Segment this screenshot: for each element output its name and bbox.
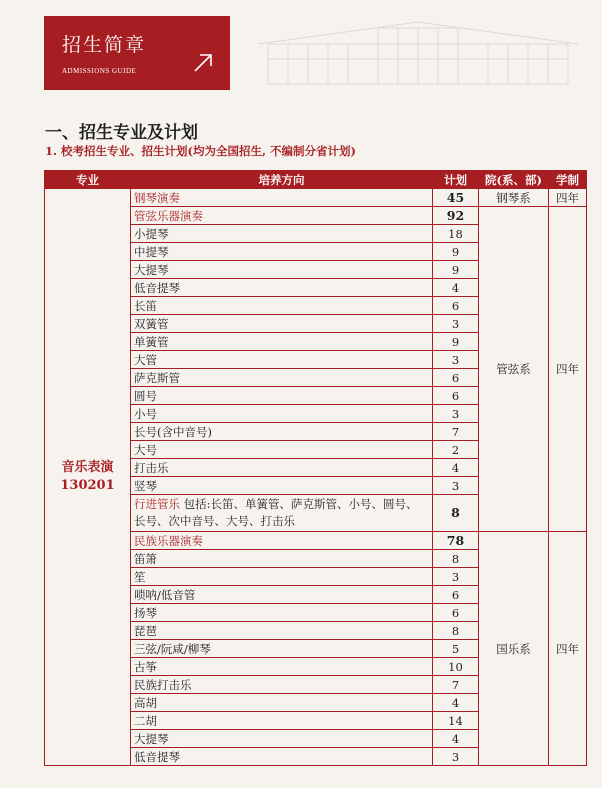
major-cell xyxy=(45,189,131,766)
section-subtitle: 1. 校考招生专业、招生计划(均为全国招生, 不编制分省计划) xyxy=(45,144,356,158)
header-direction: 培养方向 xyxy=(131,171,433,189)
plan-cell: 7 xyxy=(433,423,479,441)
plan-cell: 9 xyxy=(433,243,479,261)
direction-cell: 扬琴 xyxy=(131,604,433,622)
direction-cell: 笛箫 xyxy=(131,550,433,568)
direction-cell: 小号 xyxy=(131,405,433,423)
direction-cell: 大提琴 xyxy=(131,261,433,279)
direction-cell: 低音提琴 xyxy=(131,748,433,766)
direction-label: 行进管乐 xyxy=(134,497,180,511)
direction-cell: 高胡 xyxy=(131,694,433,712)
plan-cell: 6 xyxy=(433,297,479,315)
direction-note: 包括:长笛、单簧管、萨克斯管、小号、圆号、长号、次中音号、大号、打击乐 xyxy=(134,497,418,528)
plan-cell: 4 xyxy=(433,459,479,477)
plan-cell: 4 xyxy=(433,694,479,712)
direction-cell: 单簧管 xyxy=(131,333,433,351)
direction-cell: 双簧管 xyxy=(131,315,433,333)
header-major: 专业 xyxy=(45,171,131,189)
major-name: 音乐表演 xyxy=(61,460,114,475)
direction-cell: 钢琴演奏 xyxy=(131,189,433,207)
building-illustration xyxy=(258,14,578,86)
direction-cell: 中提琴 xyxy=(131,243,433,261)
plan-cell: 6 xyxy=(433,604,479,622)
duration-cell: 四年 xyxy=(549,207,587,532)
plan-cell: 14 xyxy=(433,712,479,730)
section-title: 一、招生专业及计划 xyxy=(45,123,198,143)
plan-cell: 6 xyxy=(433,586,479,604)
plan-cell: 5 xyxy=(433,640,479,658)
plan-cell: 92 xyxy=(433,207,479,225)
plan-cell: 3 xyxy=(433,351,479,369)
header-duration: 学制 xyxy=(549,171,587,189)
direction-cell: 三弦/阮咸/柳琴 xyxy=(131,640,433,658)
direction-cell: 小提琴 xyxy=(131,225,433,243)
direction-cell: 萨克斯管 xyxy=(131,369,433,387)
direction-cell: 竖琴 xyxy=(131,477,433,495)
direction-cell: 大提琴 xyxy=(131,730,433,748)
direction-cell: 圆号 xyxy=(131,387,433,405)
plan-cell: 2 xyxy=(433,441,479,459)
plan-cell: 18 xyxy=(433,225,479,243)
plan-cell: 8 xyxy=(433,622,479,640)
plan-cell: 3 xyxy=(433,477,479,495)
table-row xyxy=(45,189,587,207)
direction-cell xyxy=(131,495,433,532)
major-code: 130201 xyxy=(60,478,115,493)
direction-cell: 二胡 xyxy=(131,712,433,730)
header-subtitle: ADMISSIONS GUIDE xyxy=(62,67,137,75)
plan-cell: 7 xyxy=(433,676,479,694)
plan-cell: 4 xyxy=(433,279,479,297)
department-cell: 管弦系 xyxy=(479,207,549,532)
plan-cell: 4 xyxy=(433,730,479,748)
plan-cell: 9 xyxy=(433,261,479,279)
header-title: 招生简章 xyxy=(62,34,147,56)
admissions-table xyxy=(44,170,587,766)
duration-cell: 四年 xyxy=(549,189,587,207)
plan-cell: 8 xyxy=(433,495,479,532)
department-cell: 国乐系 xyxy=(479,532,549,766)
header-department: 院(系、部) xyxy=(479,171,549,189)
plan-cell: 6 xyxy=(433,387,479,405)
plan-cell: 3 xyxy=(433,405,479,423)
plan-cell: 45 xyxy=(433,189,479,207)
direction-cell: 低音提琴 xyxy=(131,279,433,297)
plan-cell: 78 xyxy=(433,532,479,550)
table-header-row xyxy=(45,171,587,189)
arrow-up-right-icon[interactable] xyxy=(192,52,214,74)
direction-cell: 笙 xyxy=(131,568,433,586)
header-banner xyxy=(44,16,230,90)
direction-cell: 民族乐器演奏 xyxy=(131,532,433,550)
duration-cell: 四年 xyxy=(549,532,587,766)
header-plan: 计划 xyxy=(433,171,479,189)
direction-cell: 打击乐 xyxy=(131,459,433,477)
direction-cell: 大管 xyxy=(131,351,433,369)
direction-cell: 长号(含中音号) xyxy=(131,423,433,441)
direction-cell: 长笛 xyxy=(131,297,433,315)
direction-cell: 大号 xyxy=(131,441,433,459)
direction-cell: 管弦乐器演奏 xyxy=(131,207,433,225)
direction-cell: 琵琶 xyxy=(131,622,433,640)
direction-cell: 民族打击乐 xyxy=(131,676,433,694)
direction-cell: 唢呐/低音管 xyxy=(131,586,433,604)
department-cell: 钢琴系 xyxy=(479,189,549,207)
plan-cell: 10 xyxy=(433,658,479,676)
plan-cell: 6 xyxy=(433,369,479,387)
plan-cell: 3 xyxy=(433,315,479,333)
direction-cell: 古筝 xyxy=(131,658,433,676)
plan-cell: 3 xyxy=(433,748,479,766)
plan-cell: 8 xyxy=(433,550,479,568)
plan-cell: 9 xyxy=(433,333,479,351)
plan-cell: 3 xyxy=(433,568,479,586)
